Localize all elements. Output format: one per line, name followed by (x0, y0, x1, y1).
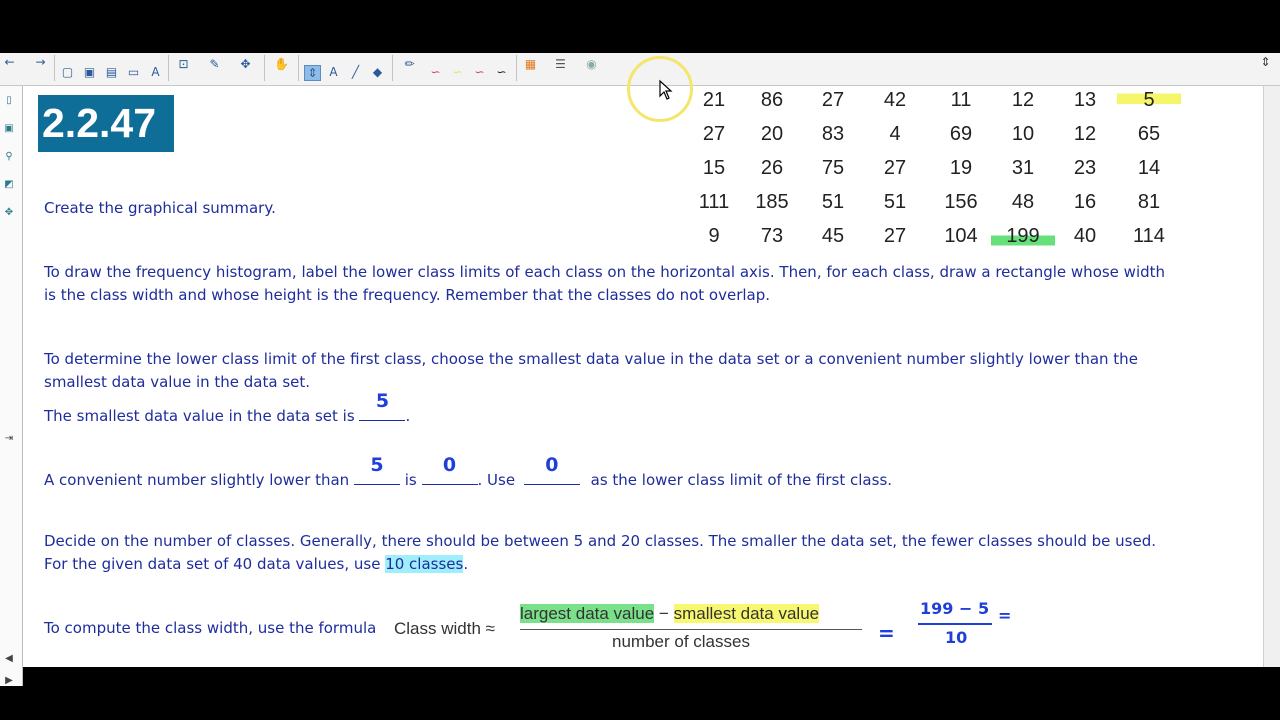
smallest-value-suffix: . (405, 407, 411, 425)
move-left-icon[interactable]: ◀ (5, 652, 13, 664)
attachments-icon[interactable]: ⚲ (5, 150, 13, 162)
data-cell: 185 (755, 191, 789, 213)
data-cell: 75 (821, 157, 845, 179)
data-cell: 27 (883, 157, 907, 179)
pen-black-icon[interactable]: ∽ (496, 65, 507, 79)
fill-icon[interactable]: ◉ (586, 57, 597, 71)
convenient-answer-blank[interactable] (422, 454, 478, 485)
handwritten-equals-2: = (998, 606, 1012, 625)
data-cell: 83 (821, 123, 845, 145)
data-cell: 12 (1073, 123, 1097, 145)
edit-icon[interactable]: ✎ (209, 57, 220, 71)
pen-icon[interactable]: ✏ (404, 57, 415, 71)
save-icon[interactable]: ▤ (105, 65, 118, 79)
convenient-value: 5 (370, 454, 384, 476)
move-right-icon[interactable]: ▶ (5, 674, 13, 686)
data-cell: 111 (698, 191, 730, 213)
side-panel-tabs (0, 86, 23, 686)
lower-limit-text-line1: To determine the lower class limit of the first class, choose the smallest data value in the data set or a convenient number slightly lower than the (44, 350, 1138, 368)
data-cell: 13 (1073, 89, 1097, 111)
convenient-number-line (44, 454, 893, 492)
toolbar-collapse-icon[interactable]: ⇕ (1260, 55, 1271, 69)
puzzle-icon[interactable]: ✥ (240, 57, 251, 71)
convenient-use: . Use (477, 471, 516, 489)
back-arrow-icon[interactable]: ← (4, 55, 15, 69)
capture-icon[interactable]: ⊡ (178, 57, 189, 71)
fraction-bar (520, 629, 862, 630)
formula-label: Class width ≈ (394, 619, 495, 638)
text-recognition-icon[interactable]: A (151, 65, 160, 79)
handwritten-equals-1: = (878, 621, 895, 645)
mouse-pointer-icon (659, 80, 673, 100)
page-sorter-icon[interactable]: ▯ (6, 94, 12, 106)
data-cell: 86 (760, 89, 784, 111)
classes-prefix: For the given data set of 40 data values, use (44, 555, 381, 573)
data-cell: 27 (702, 123, 726, 145)
data-cell: 45 (821, 225, 845, 247)
data-cell: 40 (1073, 225, 1097, 247)
data-cell: 21 (702, 89, 726, 111)
convenient-suffix: as the lower class limit of the first class. (590, 471, 893, 489)
screen-icon[interactable]: ▭ (127, 65, 140, 79)
convenient-value-blank[interactable] (354, 454, 400, 485)
smallest-value-answer: 5 (375, 390, 390, 412)
data-cell: 199 (991, 225, 1055, 248)
open-icon[interactable]: ▣ (83, 65, 96, 79)
class-width-text: To compute the class width, use the formula (44, 619, 377, 637)
data-cell: 20 (760, 123, 784, 145)
data-cell: 16 (1073, 191, 1097, 213)
data-cell: 51 (821, 191, 845, 213)
formula-denominator: number of classes (612, 632, 750, 651)
classes-text-line1: Decide on the number of classes. Generally, there should be between 5 and 20 classes. The smaller the data set, the fewer classes should be used. (44, 532, 1157, 550)
line-style-icon[interactable]: ☰ (555, 57, 566, 71)
data-cell: 4 (889, 123, 901, 145)
data-cell: 5 (1117, 89, 1181, 112)
vertical-scrollbar[interactable] (1263, 86, 1280, 667)
histogram-text-line2: is the class width and whose height is the frequency. Remember that the classes do not overlap. (44, 286, 771, 304)
handwritten-denominator: 10 (945, 628, 968, 647)
pen-yellow-icon[interactable]: ∽ (452, 65, 463, 79)
lower-limit-text-line2: smallest data value in the data set. (44, 373, 311, 391)
data-cell: 12 (1011, 89, 1035, 111)
eraser-icon[interactable]: ◆ (372, 65, 383, 79)
text-tool-icon[interactable]: A (329, 65, 338, 79)
histogram-text-line1: To draw the frequency histogram, label the lower class limits of each class on the horizontal axis. Then, for each class, draw a rectangle whose width (44, 263, 1166, 281)
smallest-value-line (44, 390, 411, 428)
data-cell: 9 (708, 225, 720, 247)
formula-numerator (520, 604, 819, 624)
data-cell: 27 (821, 89, 845, 111)
smallest-value-blank[interactable] (359, 390, 405, 421)
color-palette-icon[interactable]: ▦ (524, 57, 537, 71)
hand-icon[interactable]: ✋ (274, 57, 289, 71)
addons-icon[interactable]: ✥ (4, 206, 14, 218)
select-tool-icon[interactable]: ⇕ (304, 65, 321, 81)
largest-data-value: largest data value (520, 604, 655, 623)
data-cell: 104 (944, 225, 978, 247)
data-cell: 10 (1011, 123, 1035, 145)
data-cell: 26 (760, 157, 784, 179)
properties-icon[interactable]: ◩ (4, 178, 14, 190)
convenient-prefix: A convenient number slightly lower than (44, 471, 350, 489)
data-cell: 69 (949, 123, 973, 145)
smallest-value-prefix: The smallest data value in the data set is (44, 407, 355, 425)
instruction-text: Create the graphical summary. (44, 199, 276, 217)
use-answer: 0 (545, 454, 559, 476)
data-cell: 23 (1073, 157, 1097, 179)
use-answer-blank[interactable] (524, 454, 580, 485)
classes-text-line2 (44, 553, 468, 576)
data-cell: 19 (949, 157, 973, 179)
whiteboard-window (0, 53, 1280, 686)
convenient-answer: 0 (442, 454, 457, 476)
smallest-data-value: smallest data value (673, 604, 820, 623)
data-cell: 48 (1011, 191, 1035, 213)
data-cell: 81 (1137, 191, 1161, 213)
handwritten-fraction-bar (918, 623, 992, 625)
expand-arrow-icon[interactable]: ⇥ (4, 432, 14, 444)
data-cell: 156 (944, 191, 978, 213)
convenient-is: is (404, 471, 417, 489)
data-cell: 15 (702, 157, 726, 179)
pen-pink-icon[interactable]: ∽ (474, 65, 485, 79)
pen-magenta-icon[interactable]: ∽ (430, 65, 441, 79)
data-cell: 27 (883, 225, 907, 247)
data-cell: 73 (760, 225, 784, 247)
data-cell: 31 (1011, 157, 1035, 179)
handwritten-numerator: 199 − 5 (920, 599, 990, 618)
data-cell: 11 (950, 89, 972, 111)
data-cell: 114 (1133, 225, 1165, 247)
forward-arrow-icon[interactable]: → (35, 55, 46, 69)
gallery-icon[interactable]: ▣ (4, 122, 14, 134)
classes-suffix: . (463, 555, 469, 573)
new-page-icon[interactable]: ▢ (61, 65, 74, 79)
formula-minus: − (654, 604, 674, 623)
line-tool-icon[interactable]: ╱ (351, 65, 360, 79)
data-cell: 42 (883, 89, 907, 111)
classes-count: 10 classes (385, 555, 464, 573)
data-cell: 14 (1137, 157, 1161, 179)
data-cell: 51 (883, 191, 907, 213)
problem-number: 2.2.47 (38, 95, 174, 152)
data-cell: 65 (1137, 123, 1161, 145)
